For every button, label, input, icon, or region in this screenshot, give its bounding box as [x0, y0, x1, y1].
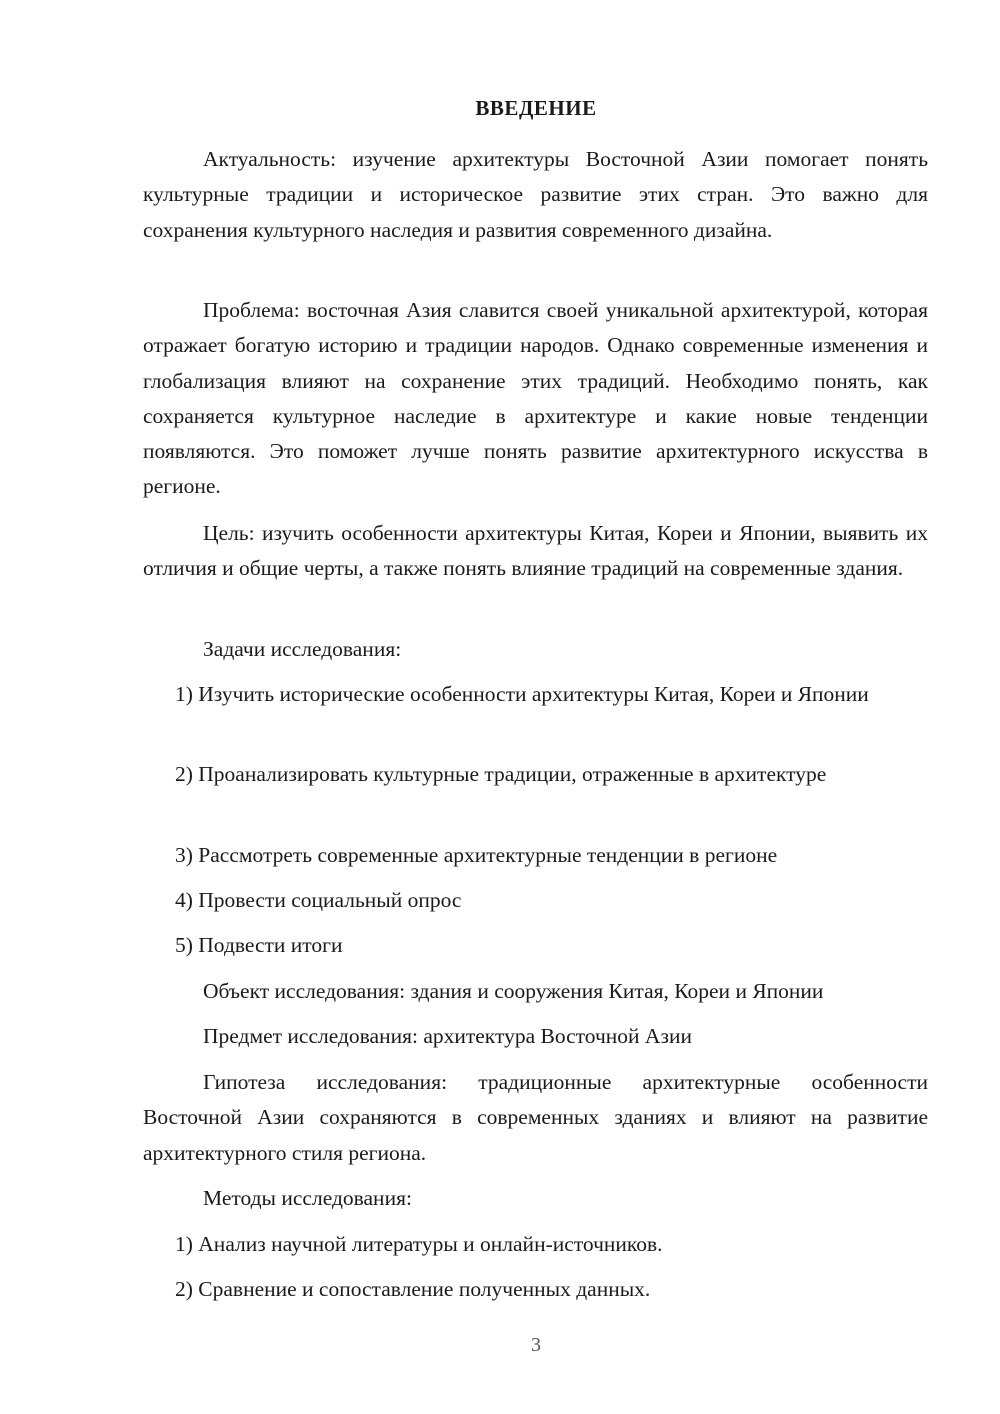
task-item-4: 4) Провести социальный опрос [175, 888, 462, 912]
task-item-5: 5) Подвести итоги [175, 933, 343, 957]
page-title: ВВЕДЕНИЕ [475, 96, 597, 120]
task-item-2: 2) Проанализировать культурные традиции, отраженные в архитектуре [175, 762, 827, 786]
method-item-1: 1) Анализ научной литературы и онлайн-источников. [175, 1232, 663, 1256]
subject-paragraph: Предмет исследования: архитектура Восточной Азии [203, 1024, 692, 1048]
page-number: 3 [531, 1334, 541, 1356]
methods-title: Методы исследования: [203, 1186, 412, 1210]
task-item-3: 3) Рассмотреть современные архитектурные тенденции в регионе [175, 843, 778, 867]
object-paragraph: Объект исследования: здания и сооружения Китая, Кореи и Японии [203, 979, 824, 1003]
method-item-2: 2) Сравнение и сопоставление полученных данных. [175, 1277, 651, 1301]
problem-paragraph: Проблема: восточная Азия славится своей уникальной архитектурой, которая отражает богатую историю и традиции народов. Однако современные изменения и глобализация влияют на сохранение этих традиций. Необходимо понять, как сохраняется культурное наследие в архитектуре и какие новые тенденции появляются. Это поможет лучше понять развитие архитектурного искусства в регионе. [143, 298, 928, 499]
relevance-paragraph: Актуальность: изучение архитектуры Восточной Азии помогает понять культурные традиции и историческое развитие этих стран. Это важно для сохранения культурного наследия и развития современного дизайна. [143, 147, 928, 242]
task-item-1: 1) Изучить исторические особенности архитектуры Китая, Кореи и Японии [175, 682, 869, 706]
goal-paragraph: Цель: изучить особенности архитектуры Китая, Кореи и Японии, выявить их отличия и общие черты, а также понять влияние традиций на современные здания. [143, 521, 928, 581]
hypothesis-paragraph: Гипотеза исследования: традиционные архитектурные особенности Восточной Азии сохраняются в современных зданиях и влияют на развитие архитектурного стиля региона. [143, 1070, 928, 1165]
tasks-title: Задачи исследования: [203, 637, 402, 661]
